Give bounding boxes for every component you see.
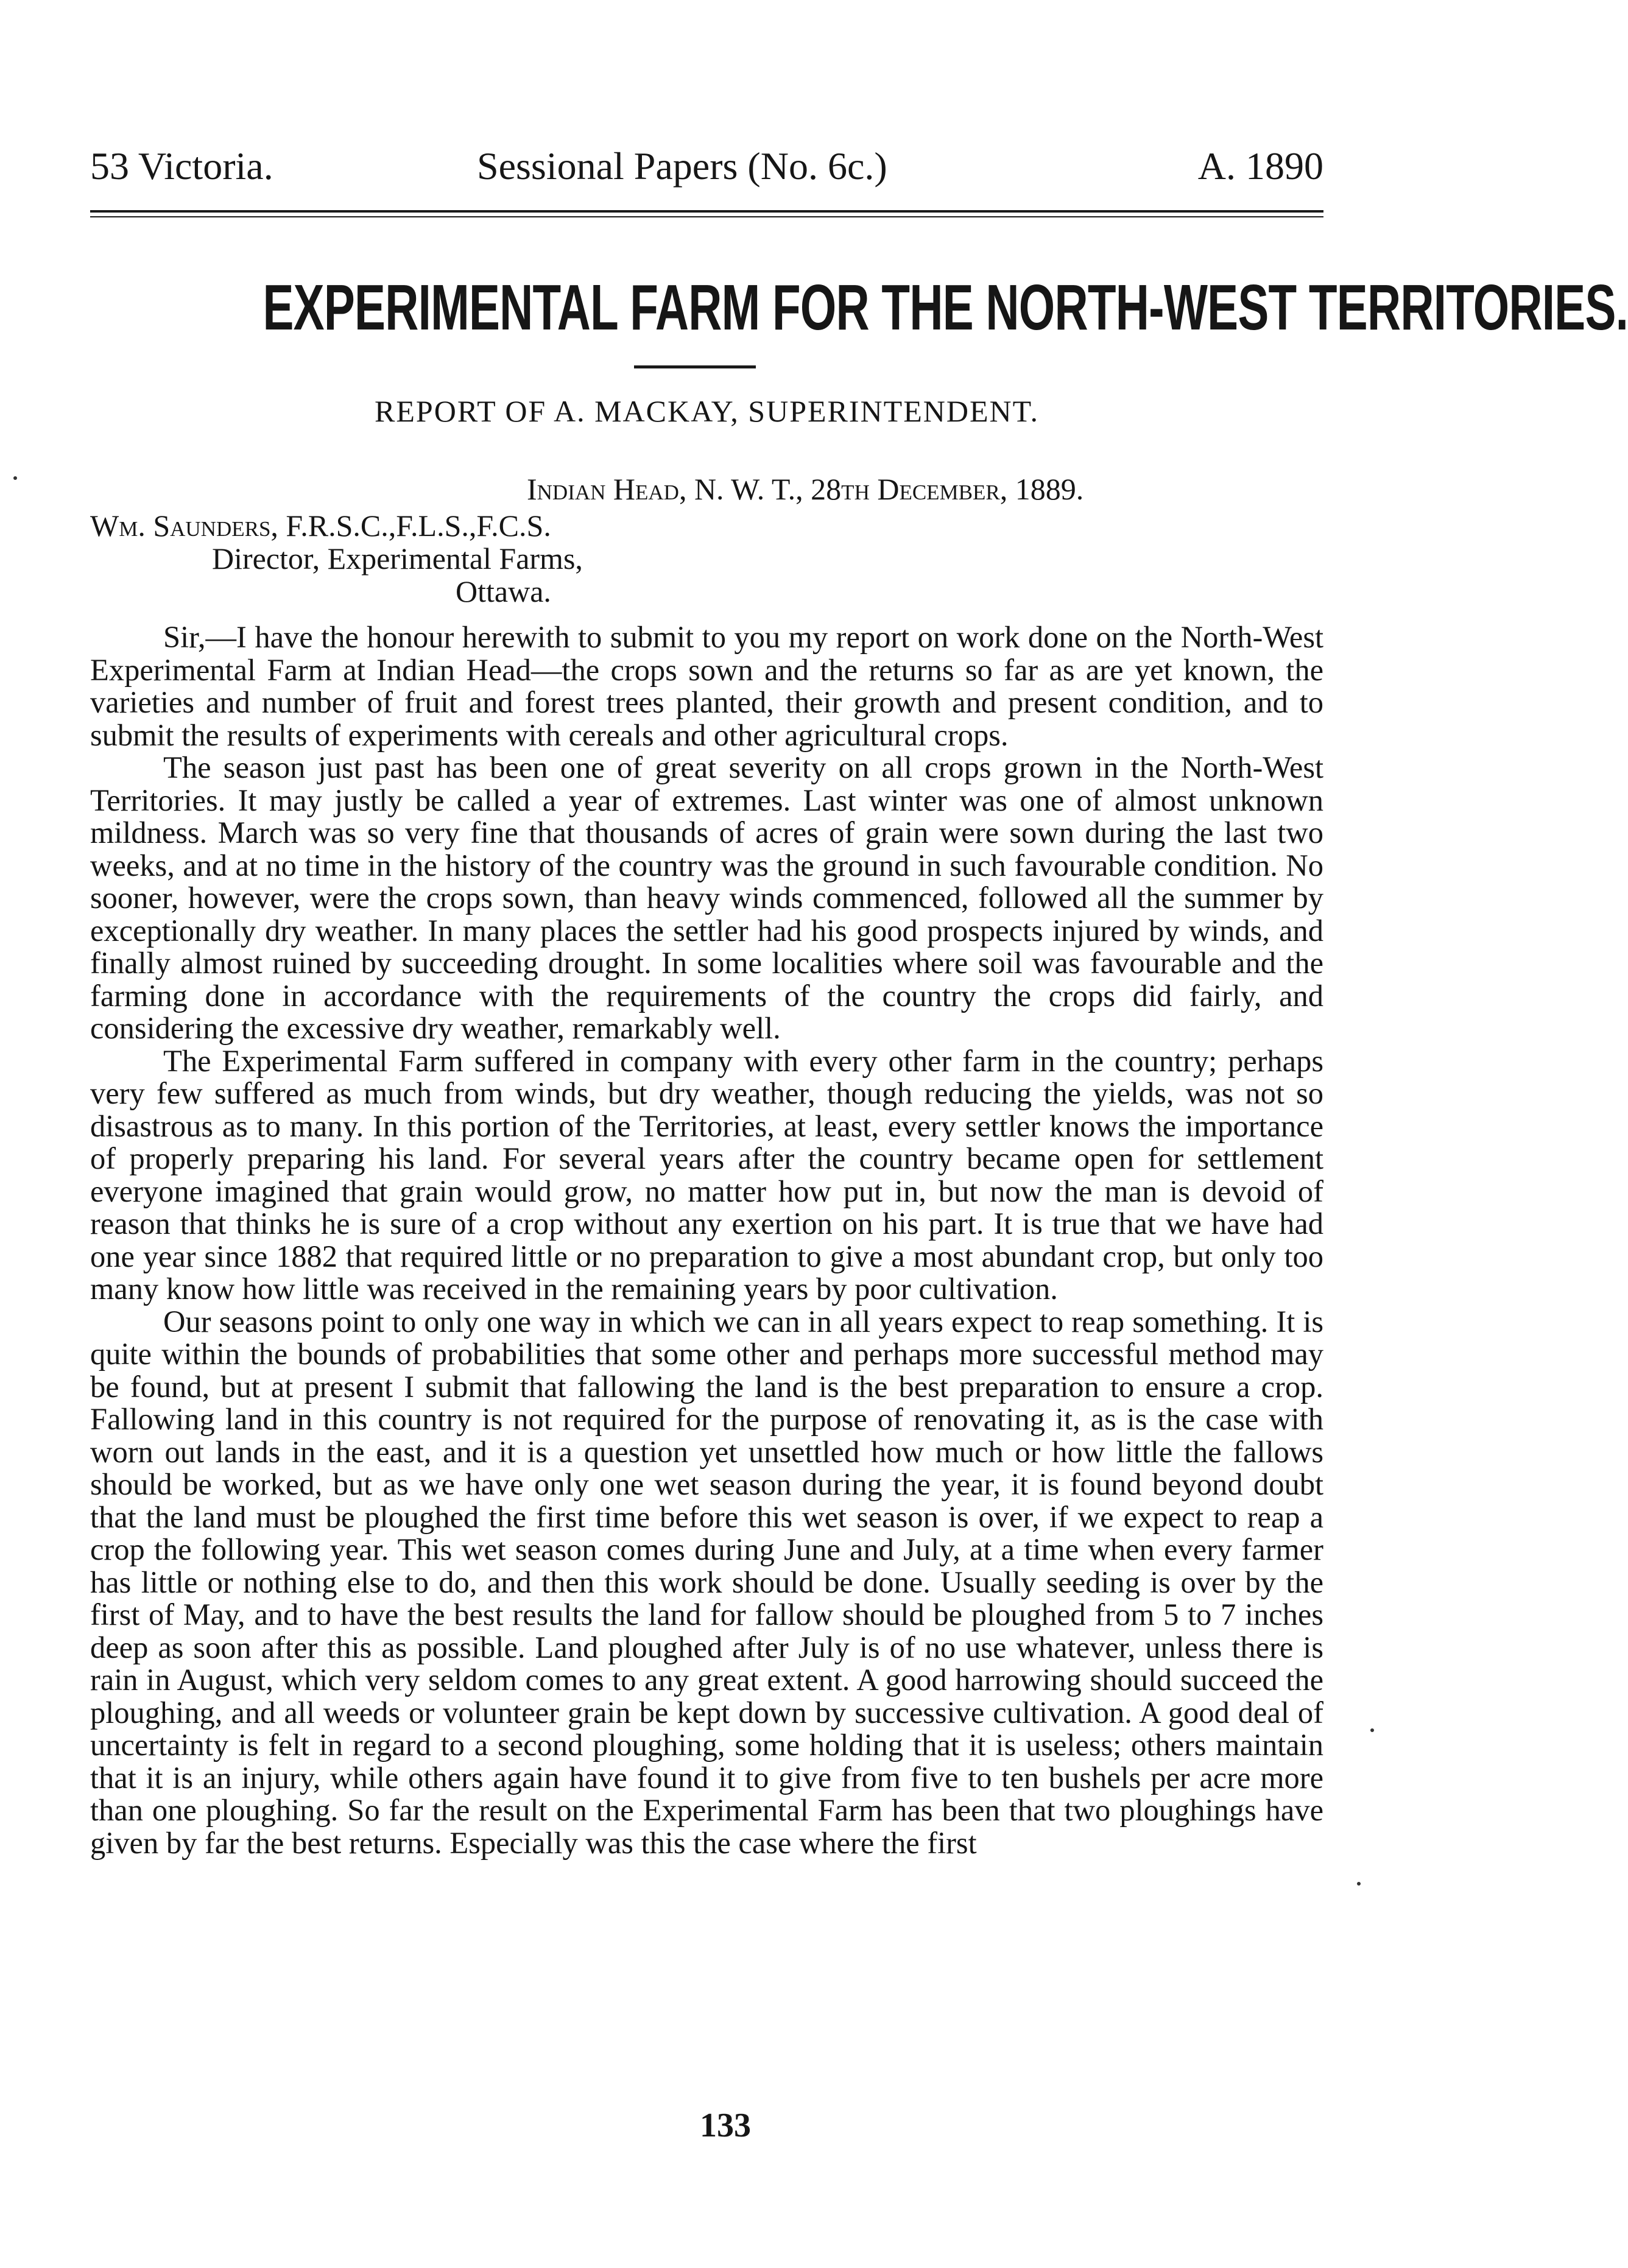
paragraph-fallowing: Our seasons point to only one way in which we can in all years expect to reap something. It is quite within the bounds of probabilities that some other and perhaps more successful method may be found, but at present I submit that fallowing the land is the best preparation to ensure a crop. Fallowing land in this country is not required for the purpose of renovating it, as is the case with worn out lands in the east, and it is a question yet unsettled how much or how little the fallows should be worked, but as we have only one wet season during the year, it is found beyond doubt that the land must be ploughed the first time before this wet season is over, if we expect to reap a crop the following year. This wet season comes during June and July, at a time when every farmer has little or nothing else to do, and then this work should be done. Usually seeding is over by the first of May, and to have the best results the land for fallow should be ploughed from 5 to 7 inches deep as soon after this as possible. Land ploughed after July is of no use whatever, unless there is rain in August, which very seldom comes to any great extent. A good harrowing should succeed the ploughing, and all weeds or volunteer grain be kept down by successive cultivation. A good deal of uncertainty is felt in regard to a second ploughing, some holding that it is useless; others maintain that it is an injury, while others again have found it to give from five to ten bushels per acre more than one ploughing. So far the result on the Experimental Farm has been that two ploughings have given by far the best returns. Especially was this the case where the first	[90, 1304, 1323, 1860]
paragraph-experimental-farm: The Experimental Farm suffered in company with every other farm in the country; perhaps very few suffered as much from winds, but dry weather, though reducing the yields, was not so disastrous as to many. In this portion of the Territories, at least, every settler knows the importance of properly preparing his land. For several years after the country became open for settlement everyone imagined that grain would grow, no matter how put in, but now the man is devoid of reason that thinks he is sure of a crop without any exertion on his part. It is true that we have had one year since 1882 that required little or no preparation to give a most abundant crop, but only too many know how little was received in the remaining years by poor cultivation.	[90, 1043, 1323, 1306]
running-head-right: A. 1890	[1197, 144, 1323, 188]
title-divider	[634, 365, 756, 368]
paragraph-salutation: Sir,—I have the honour herewith to submit to you my report on work done on the North-West Experimental Farm at Indian Head—the crops sown and the returns so far as are yet known, the varieties and number of fruit and forest trees planted, their growth and present condition, and to submit the results of experiments with cereals and other agricultural crops.	[90, 620, 1323, 752]
report-body	[90, 621, 1323, 2113]
paper-speck	[1370, 1728, 1374, 1732]
addressee-city: Ottawa.	[456, 574, 551, 608]
running-head-center: Sessional Papers (No. 6c.)	[477, 144, 887, 188]
running-head-left: 53 Victoria.	[90, 144, 273, 188]
page-title: EXPERIMENTAL FARM FOR THE NORTH-WEST TERRITORIES.	[263, 272, 1628, 343]
report-subtitle: REPORT OF A. MACKAY, SUPERINTENDENT.	[375, 394, 1039, 428]
paragraph-season: The season just past has been one of great severity on all crops grown in the North-West Territories. It may justly be called a year of extremes. Last winter was one of almost unknown mildness. March was so very fine that thousands of acres of grain were sown during the last two weeks, and at no time in the history of the country was the ground in such favourable condition. No sooner, however, were the crops sown, than heavy winds commenced, followed all the summer by exceptionally dry weather. In many places the settler had his good prospects injured by winds, and finally almost ruined by succeeding drought. In some localities where soil was favourable and the farming done in accordance with the requirements of the country the crops did fairly, and considering the excessive dry weather, remarkably well.	[90, 750, 1323, 1045]
header-rule-thick	[90, 210, 1323, 213]
dateline: Indian Head, N. W. T., 28th December, 1889.	[527, 472, 1084, 506]
addressee-block	[90, 509, 583, 608]
addressee-name: Wm. Saunders, F.R.S.C.,F.L.S.,F.C.S.	[90, 509, 551, 543]
running-head	[90, 139, 1323, 194]
header-double-rule	[90, 210, 1323, 220]
header-rule-thin	[90, 216, 1323, 217]
paper-speck	[13, 476, 17, 480]
addressee-title: Director, Experimental Farms,	[212, 541, 583, 576]
paper-speck	[1357, 1882, 1361, 1886]
page-number: 133	[700, 2107, 751, 2144]
